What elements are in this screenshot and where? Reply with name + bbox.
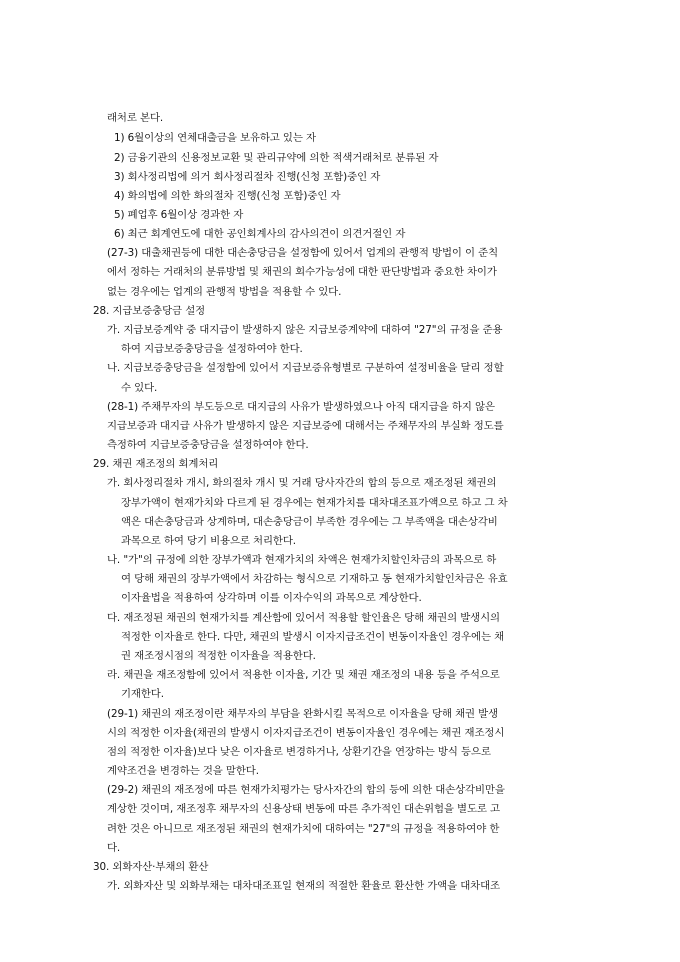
text-line: 장부가액이 현재가치와 다르게 된 경우에는 현재가치를 대차대조표가액으로 하고 그 차: [121, 497, 508, 509]
text-line: 액은 대손충당금과 상계하며, 대손충당금이 부족한 경우에는 그 부족액을 대손상각비: [121, 516, 498, 528]
text-line: 다.: [107, 842, 121, 854]
text-line: (29-1) 채권의 재조정이란 채무자의 부담을 완화시킬 목적으로 이자율을 당해 채권 발생: [107, 708, 499, 720]
text-line: 가. 회사정리절차 개시, 화의절차 개시 및 거래 당사자간의 합의 등으로 재조정된 채권의: [107, 477, 497, 489]
text-line: 가. 지급보증계약 중 대지급이 발생하지 않은 지급보증계약에 대하여 "27"의 규정을 준용: [107, 324, 503, 336]
text-line: 다. 재조정된 채권의 현재가치를 계산함에 있어서 적용할 할인율은 당해 채권의 발생시의: [107, 612, 500, 624]
text-line: 지급보증과 대지급 사유가 발생하지 않은 지급보증에 대해서는 주채무자의 부실화 정도를: [107, 420, 504, 432]
list-item: 6) 최근 회계연도에 대한 공인회계사의 감사의견이 의견거절인 자: [114, 228, 406, 240]
text-line: 나. 지급보증충당금을 설정함에 있어서 지급보증유형별로 구분하여 설정비율을 달리 정할: [107, 362, 504, 374]
text-line: 없는 경우에는 업계의 관행적 방법을 적용할 수 있다.: [107, 286, 342, 298]
text-line: 나. "가"의 규정에 의한 장부가액과 현재가치의 차액은 현재가치할인차금의 과목으로 하: [107, 554, 497, 566]
section-heading: 28. 지급보증충당금 설정: [93, 305, 206, 317]
section-heading: 30. 외화자산·부채의 환산: [93, 861, 209, 873]
text-line: 에서 정하는 거래처의 분류방법 및 채권의 회수가능성에 대한 판단방법과 중요한 차이가: [107, 266, 497, 278]
text-line: 과목으로 하여 당기 비용으로 처리한다.: [121, 535, 297, 547]
text-line: 계약조건을 변경하는 것을 말한다.: [107, 765, 259, 777]
text-line: (27-3) 대출채권등에 대한 대손충당금을 설정함에 있어서 업계의 관행적 방법이 이 준칙: [107, 247, 499, 259]
text-line: 래처로 본다.: [107, 112, 164, 124]
text-line: 이자율법을 적용하여 상각하며 이를 이자수익의 과목으로 계상한다.: [121, 592, 422, 604]
text-line: 계상한 것이며, 재조정후 채무자의 신용상태 변동에 따른 추가적인 대손위험을 별도로 고: [107, 803, 500, 815]
section-heading: 29. 채권 재조정의 회계처리: [93, 458, 219, 470]
text-line: 점의 적정한 이자율)보다 낮은 이자율로 변경하거나, 상환기간을 연장하는 방식 등으로: [107, 746, 491, 758]
text-line: 여 당해 채권의 장부가액에서 차감하는 형식으로 기재하고 동 현재가치할인차금은 유효: [121, 573, 508, 585]
text-line: 라. 채권을 재조정함에 있어서 적용한 이자율, 기간 및 채권 재조정의 내용 등을 주석으로: [107, 669, 500, 681]
text-line: 측정하여 지급보증충당금을 설정하여야 한다.: [107, 439, 309, 451]
text-line: 려한 것은 아니므로 재조정된 채권의 현재가치에 대하여는 "27"의 규정을 적용하여야 한: [107, 823, 500, 835]
text-line: 하여 지급보증충당금을 설정하여야 한다.: [121, 343, 303, 355]
text-line: 적정한 이자율로 한다. 다만, 채권의 발생시 이자지급조건이 변동이자율인 경우에는 채: [121, 631, 505, 643]
text-line: 시의 적정한 이자율(채권의 발생시 이자지급조건이 변동이자율인 경우에는 채권 재조정시: [107, 727, 505, 739]
text-line: 권 재조정시점의 적정한 이자율을 적용한다.: [121, 650, 316, 662]
list-item: 5) 폐업후 6월이상 경과한 자: [114, 209, 244, 221]
list-item: 1) 6월이상의 연체대출금을 보유하고 있는 자: [114, 132, 316, 144]
text-line: 기재한다.: [121, 688, 164, 700]
text-line: (29-2) 채권의 재조정에 따른 현재가치평가는 당사자간의 합의 등에 의한 대손상각비만을: [107, 784, 505, 796]
list-item: 4) 화의법에 의한 화의절차 진행(신청 포함)중인 자: [114, 190, 341, 202]
text-line: 수 있다.: [121, 382, 158, 394]
text-line: 가. 외화자산 및 외화부채는 대차대조표일 현재의 적절한 환율로 환산한 가액을 대차대조: [107, 880, 500, 892]
list-item: 2) 금융기관의 신용정보교환 및 관리규약에 의한 적색거래처로 분류된 자: [114, 152, 439, 164]
text-line: (28-1) 주채무자의 부도등으로 대지급의 사유가 발생하였으나 아직 대지급을 하지 않은: [107, 401, 495, 413]
list-item: 3) 회사정리법에 의거 회사정리절차 진행(신청 포함)중인 자: [114, 171, 381, 183]
